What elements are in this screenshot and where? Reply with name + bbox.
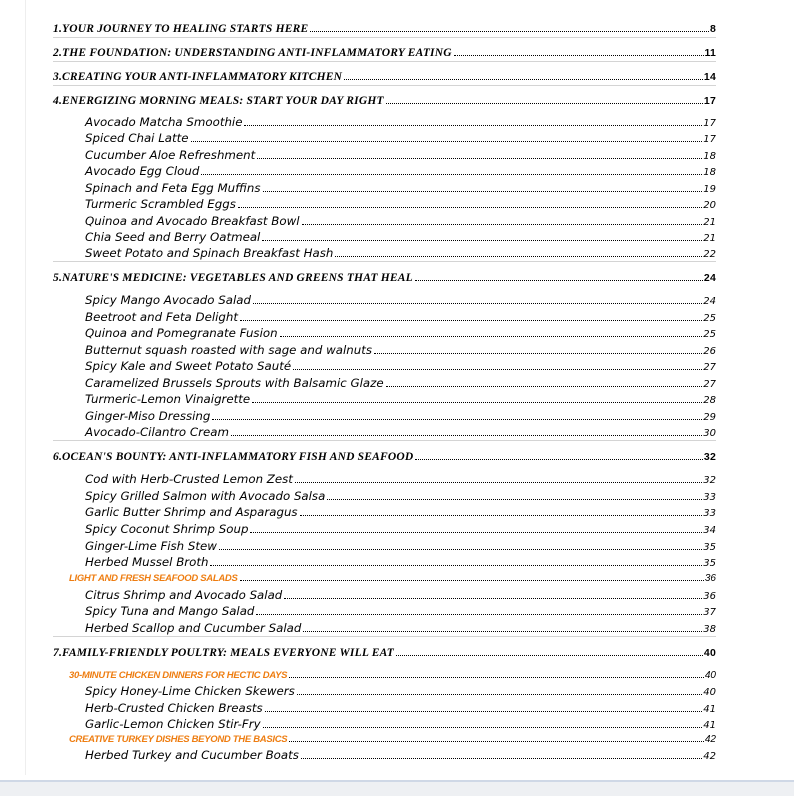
toc-recipe-entry[interactable] [85, 390, 716, 406]
toc-recipe-entry[interactable] [85, 212, 716, 228]
toc-page-number: 8 [709, 23, 716, 35]
toc-page-number: 28 [703, 395, 716, 406]
section-divider [53, 440, 716, 441]
toc-page-number: 27 [703, 379, 716, 390]
toc-recipe-entry[interactable] [85, 162, 716, 178]
dot-leader [289, 741, 704, 742]
toc-entry-title: 6.OCEAN'S BOUNTY: ANTI-INFLAMMATORY FISH AND SEAFOOD [53, 451, 414, 463]
toc-recipe-entry[interactable] [85, 537, 716, 553]
toc-page-number: 41 [703, 704, 716, 715]
toc-entry-title: Avocado-Cilantro Cream [85, 425, 229, 439]
toc-page-number: 40 [703, 647, 716, 659]
toc-chapter-entry[interactable] [53, 268, 716, 284]
dot-leader [212, 419, 702, 420]
toc-recipe-entry[interactable] [85, 520, 716, 536]
toc-chapter-entry[interactable] [53, 19, 716, 35]
toc-recipe-entry[interactable] [85, 113, 716, 129]
toc-entry-title: Garlic-Lemon Chicken Stir-Fry [85, 717, 261, 731]
toc-entry-title: Citrus Shrimp and Avocado Salad [85, 588, 283, 602]
toc-page-number: 37 [703, 607, 716, 618]
toc-page-number: 14 [703, 71, 716, 83]
dot-leader [415, 459, 703, 460]
toc-recipe-entry[interactable] [85, 619, 716, 635]
dot-leader [262, 240, 702, 241]
toc-recipe-entry[interactable] [85, 324, 716, 340]
toc-recipe-entry[interactable] [85, 129, 716, 145]
toc-recipe-entry[interactable] [85, 244, 716, 260]
toc-entry-title: Herbed Mussel Broth [85, 555, 209, 569]
toc-page-number: 24 [703, 296, 716, 307]
toc-entry-title: Spiced Chai Latte [85, 131, 189, 145]
toc-page-number: 32 [703, 451, 716, 463]
toc-entry-title: Spicy Honey-Lime Chicken Skewers [85, 684, 295, 698]
toc-page-number: 33 [703, 508, 716, 519]
toc-entry-title: Quinoa and Pomegranate Fusion [85, 326, 278, 340]
toc-entry-title: Spinach and Feta Egg Muffins [85, 181, 261, 195]
section-divider [53, 261, 716, 262]
toc-recipe-entry[interactable] [85, 179, 716, 195]
toc-recipe-entry[interactable] [85, 746, 716, 762]
dot-leader [302, 224, 703, 225]
dot-leader [240, 320, 702, 321]
toc-entry-title: 1.YOUR JOURNEY TO HEALING STARTS HERE [53, 23, 309, 35]
toc-page-number: 40 [703, 687, 716, 698]
toc-recipe-entry[interactable] [85, 407, 716, 423]
toc-entry-title: CREATIVE TURKEY DISHES BEYOND THE BASICS [69, 734, 288, 745]
toc-entry-title: Garlic Butter Shrimp and Asparagus [85, 505, 298, 519]
toc-subsection-entry[interactable] [69, 570, 716, 584]
toc-page-number: 41 [703, 720, 716, 731]
toc-recipe-entry[interactable] [85, 195, 716, 211]
dot-leader [386, 386, 703, 387]
toc-entry-title: Butternut squash roasted with sage and walnuts [85, 343, 373, 357]
toc-recipe-entry[interactable] [85, 699, 716, 715]
section-divider [53, 61, 716, 62]
dot-leader [250, 532, 702, 533]
toc-recipe-entry[interactable] [85, 487, 716, 503]
dot-leader [386, 103, 703, 104]
toc-chapter-entry[interactable] [53, 643, 716, 659]
toc-page-number: 27 [703, 362, 716, 373]
toc-subsection-entry[interactable] [69, 667, 716, 681]
toc-page-number: 34 [703, 525, 716, 536]
dot-leader [289, 677, 704, 678]
toc-entry-title: Cod with Herb-Crusted Lemon Zest [85, 472, 293, 486]
toc-page-number: 22 [703, 249, 716, 260]
dot-leader [244, 125, 702, 126]
toc-page-number: 42 [704, 734, 716, 745]
toc-page-number: 21 [703, 217, 716, 228]
toc-entry-title: Herbed Turkey and Cucumber Boats [85, 748, 299, 762]
toc-recipe-entry[interactable] [85, 228, 716, 244]
dot-leader [265, 711, 703, 712]
toc-page-number: 18 [703, 151, 716, 162]
dot-leader [284, 598, 702, 599]
toc-page-number: 25 [703, 329, 716, 340]
dot-leader [280, 336, 703, 337]
toc-page-number: 29 [703, 412, 716, 423]
toc-entry-title: 2.THE FOUNDATION: UNDERSTANDING ANTI-INFLAMMATORY EATING [53, 47, 452, 59]
dot-leader [297, 694, 703, 695]
dot-leader [253, 303, 702, 304]
toc-recipe-entry[interactable] [85, 341, 716, 357]
toc-page-number: 35 [703, 558, 716, 569]
toc-entry-title: Spicy Coconut Shrimp Soup [85, 522, 249, 536]
toc-entry-title: 4.ENERGIZING MORNING MEALS: START YOUR DAY RIGHT [53, 95, 384, 107]
toc-entry-title: LIGHT AND FRESH SEAFOOD SALADS [69, 573, 238, 584]
toc-chapter-entry[interactable] [53, 447, 716, 463]
toc-chapter-entry[interactable] [53, 91, 716, 107]
toc-page-number: 26 [703, 346, 716, 357]
dot-leader [191, 141, 703, 142]
toc-entry-title: 30-MINUTE CHICKEN DINNERS FOR HECTIC DAYS [69, 670, 288, 681]
toc-entry-title: Chia Seed and Berry Oatmeal [85, 230, 261, 244]
section-divider [53, 85, 716, 86]
toc-recipe-entry[interactable] [85, 503, 716, 519]
dot-leader [201, 174, 702, 175]
toc-page-number: 32 [703, 475, 716, 486]
toc-entry-title: Beetroot and Feta Delight [85, 310, 238, 324]
dot-leader [263, 191, 703, 192]
toc-page-number: 17 [703, 134, 716, 145]
dot-leader [327, 499, 702, 500]
toc-recipe-entry[interactable] [85, 291, 716, 307]
dot-leader [295, 482, 702, 483]
dot-leader [256, 614, 702, 615]
toc-recipe-entry[interactable] [85, 423, 716, 439]
toc-page-number: 42 [703, 751, 716, 762]
toc-entry-title: 7.FAMILY-FRIENDLY POULTRY: MEALS EVERYONE WILL EAT [53, 647, 395, 659]
dot-leader [293, 369, 702, 370]
section-divider [53, 37, 716, 38]
toc-page-number: 21 [703, 233, 716, 244]
dot-leader [303, 631, 702, 632]
toc-entry-title: Quinoa and Avocado Breakfast Bowl [85, 214, 300, 228]
toc-entry-title: Spicy Kale and Sweet Potato Sauté [85, 359, 292, 373]
toc-page-number: 40 [704, 670, 716, 681]
dot-leader [415, 280, 703, 281]
toc-recipe-entry[interactable] [85, 146, 716, 162]
dot-leader [240, 580, 704, 581]
toc-recipe-entry[interactable] [85, 553, 716, 569]
toc-entry-title: Turmeric-Lemon Vinaigrette [85, 392, 251, 406]
dot-leader [300, 515, 703, 516]
section-divider [53, 636, 716, 637]
toc-recipe-entry[interactable] [85, 308, 716, 324]
toc-page-number: 30 [703, 428, 716, 439]
dot-leader [396, 655, 703, 656]
toc-page-number: 38 [703, 624, 716, 635]
dot-leader [252, 402, 702, 403]
toc-page-number: 20 [703, 200, 716, 211]
dot-leader [257, 158, 702, 159]
toc-entry-title: Caramelized Brussels Sprouts with Balsamic Glaze [85, 376, 384, 390]
toc-entry-title: Avocado Egg Cloud [85, 164, 200, 178]
toc-entry-title: Herbed Scallop and Cucumber Salad [85, 621, 302, 635]
toc-page-number: 24 [703, 272, 716, 284]
toc-subsection-entry[interactable] [69, 731, 716, 745]
toc-entry-title: Sweet Potato and Spinach Breakfast Hash [85, 246, 334, 260]
toc-page-number: 18 [703, 167, 716, 178]
dot-leader [344, 79, 703, 80]
toc-page-number: 36 [703, 591, 716, 602]
toc-page-number: 17 [703, 118, 716, 129]
toc-chapter-entry[interactable] [53, 67, 716, 83]
toc-page-number: 35 [703, 542, 716, 553]
toc-recipe-entry[interactable] [85, 602, 716, 618]
toc-entry-title: Cucumber Aloe Refreshment [85, 148, 256, 162]
dot-leader [374, 353, 702, 354]
toc-entry-title: Avocado Matcha Smoothie [85, 115, 243, 129]
dot-leader [335, 256, 702, 257]
toc-entry-title: Ginger-Miso Dressing [85, 409, 211, 423]
toc-entry-title: Ginger-Lime Fish Stew [85, 539, 217, 553]
dot-leader [219, 549, 702, 550]
toc-chapter-entry[interactable] [53, 43, 716, 59]
toc-recipe-entry[interactable] [85, 374, 716, 390]
toc-page-number: 36 [704, 573, 716, 584]
toc-recipe-entry[interactable] [85, 357, 716, 373]
dot-leader [231, 435, 702, 436]
toc-recipe-entry[interactable] [85, 586, 716, 602]
toc-entry-title: Spicy Mango Avocado Salad [85, 293, 251, 307]
toc-recipe-entry[interactable] [85, 470, 716, 486]
dot-leader [263, 727, 703, 728]
toc-page-number: 25 [703, 313, 716, 324]
toc-entry-title: Turmeric Scrambled Eggs [85, 197, 236, 211]
dot-leader [210, 565, 702, 566]
toc-entry-title: Herb-Crusted Chicken Breasts [85, 701, 263, 715]
dot-leader [301, 758, 702, 759]
toc-entry-title: 5.NATURE'S MEDICINE: VEGETABLES AND GREENS THAT HEAL [53, 272, 413, 284]
toc-entry-title: Spicy Tuna and Mango Salad [85, 604, 255, 618]
toc-page-number: 17 [703, 95, 716, 107]
toc-recipe-entry[interactable] [85, 682, 716, 698]
dot-leader [454, 55, 704, 56]
toc-page-number: 11 [704, 47, 716, 59]
toc-page-number: 19 [703, 184, 716, 195]
toc-page-number: 33 [703, 492, 716, 503]
dot-leader [310, 31, 709, 32]
toc-recipe-entry[interactable] [85, 715, 716, 731]
dot-leader [238, 207, 702, 208]
toc-entry-title: Spicy Grilled Salmon with Avocado Salsa [85, 489, 326, 503]
toc-entry-title: 3.CREATING YOUR ANTI-INFLAMMATORY KITCHEN [53, 71, 343, 83]
